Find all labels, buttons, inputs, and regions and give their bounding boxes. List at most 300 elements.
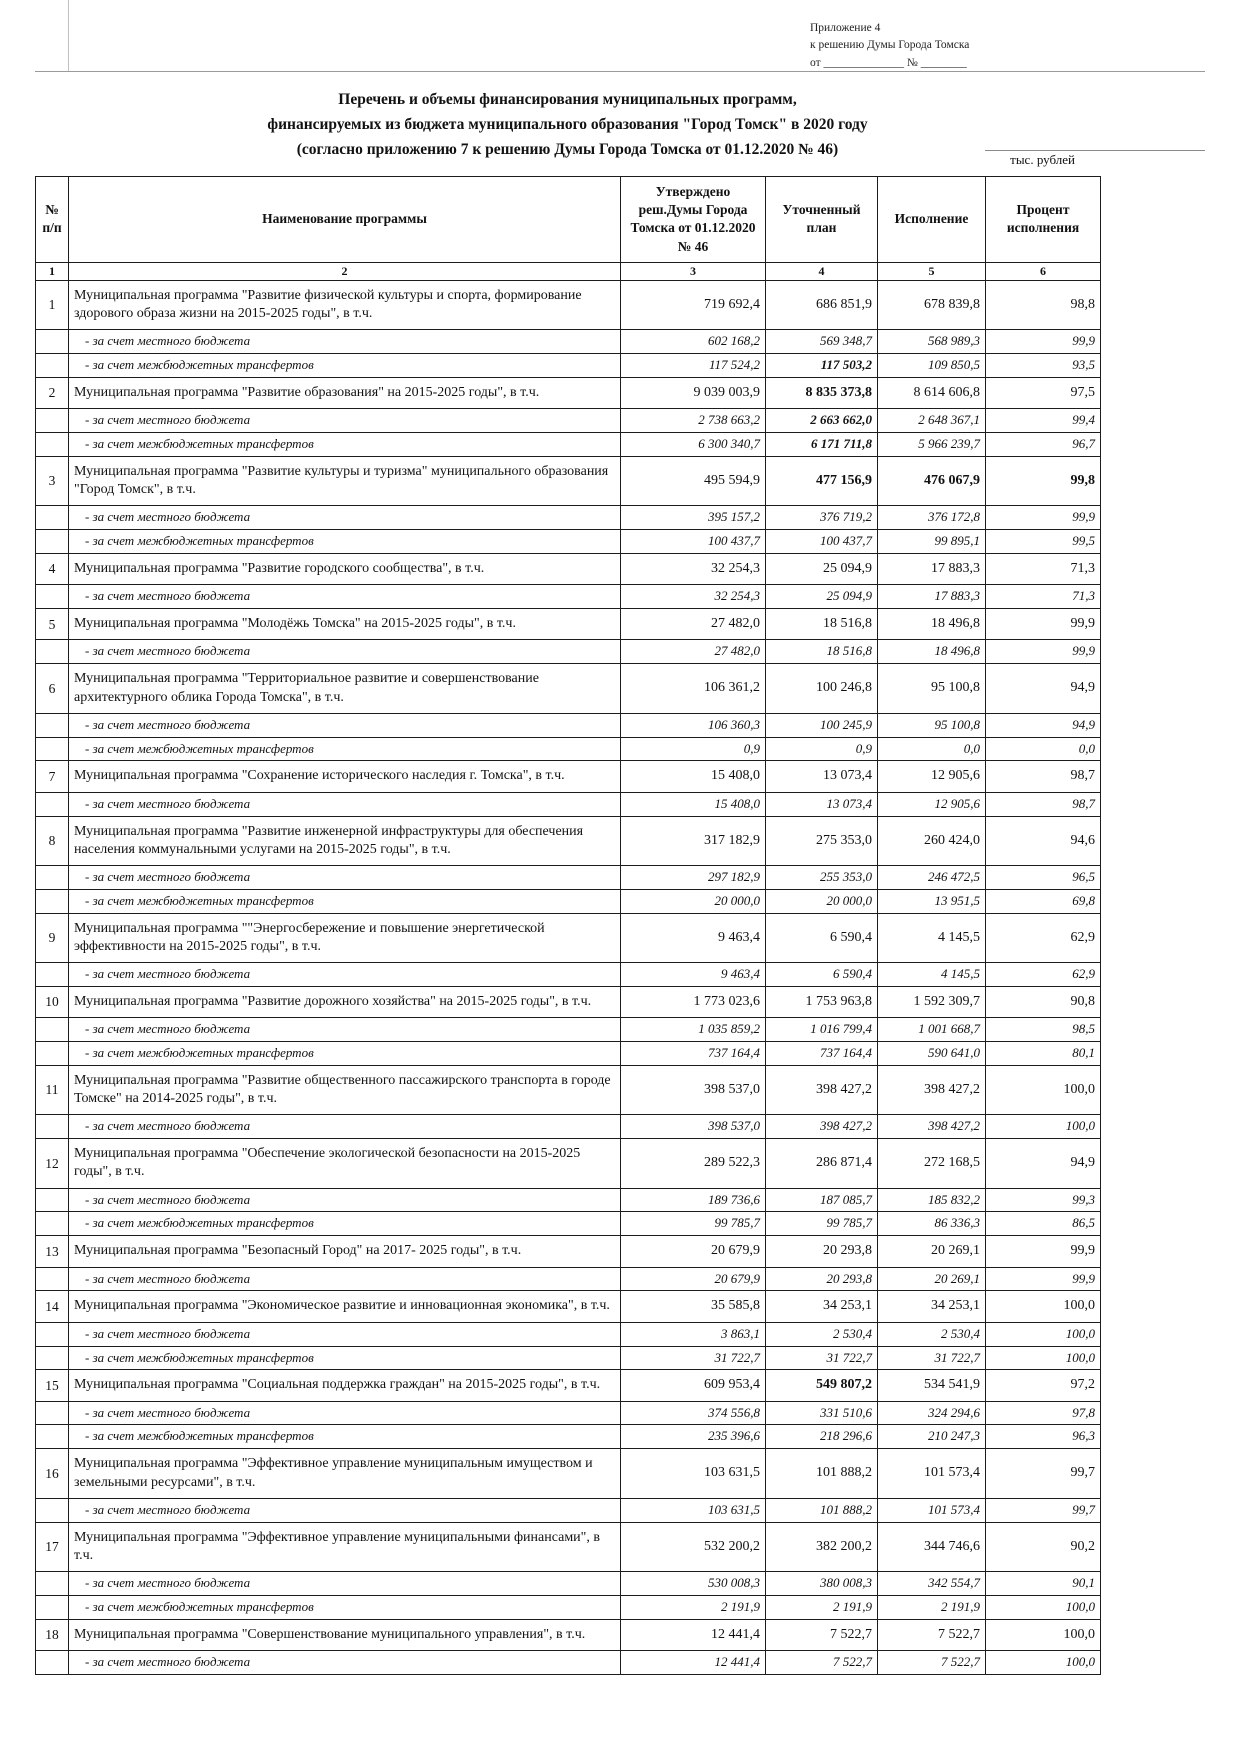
cell-name: Муниципальная программа "Эффективное управление муниципальными финансами", в т.ч.	[69, 1522, 621, 1571]
funding-source-row	[36, 1498, 1101, 1522]
program-row	[36, 609, 1101, 640]
cell-name: - за счет местного бюджета	[69, 1572, 621, 1596]
cell-approved: 99 785,7	[621, 1212, 766, 1236]
cell-executed: 2 191,9	[878, 1595, 986, 1619]
cell-percent: 96,7	[986, 433, 1101, 457]
funding-source-row	[36, 1322, 1101, 1346]
funding-source-row	[36, 1115, 1101, 1139]
header-approved: Утверждено реш.Думы Города Томска от 01.12.2020 № 46	[621, 177, 766, 263]
cell-name: Муниципальная программа "Совершенствование муниципального управления", в т.ч.	[69, 1619, 621, 1650]
cell-percent: 98,8	[986, 280, 1101, 329]
cell-percent: 100,0	[986, 1115, 1101, 1139]
program-row	[36, 1065, 1101, 1114]
cell-executed: 34 253,1	[878, 1291, 986, 1322]
cell-num	[36, 354, 69, 378]
funding-source-row	[36, 865, 1101, 889]
cell-executed: 86 336,3	[878, 1212, 986, 1236]
cell-approved: 235 396,6	[621, 1425, 766, 1449]
cell-executed: 4 145,5	[878, 913, 986, 962]
funding-source-row	[36, 1018, 1101, 1042]
funding-source-row	[36, 963, 1101, 987]
cell-approved: 602 168,2	[621, 330, 766, 354]
cell-name: Муниципальная программа "Экономическое развитие и инновационная экономика", в т.ч.	[69, 1291, 621, 1322]
cell-approved: 398 537,0	[621, 1115, 766, 1139]
funding-source-row	[36, 1425, 1101, 1449]
cell-num: 14	[36, 1291, 69, 1322]
cell-approved: 719 692,4	[621, 280, 766, 329]
cell-executed: 12 905,6	[878, 792, 986, 816]
cell-name: Муниципальная программа "Эффективное управление муниципальным имуществом и земельными ресурсами", в т.ч.	[69, 1449, 621, 1498]
cell-name: Муниципальная программа ""Энергосбережение и повышение энергетической эффективности на 2015-2025 годы", в т.ч.	[69, 913, 621, 962]
cell-approved: 35 585,8	[621, 1291, 766, 1322]
header-updated-plan: Уточненный план	[766, 177, 878, 263]
cell-approved: 9 039 003,9	[621, 378, 766, 409]
cell-percent: 100,0	[986, 1322, 1101, 1346]
cell-num: 10	[36, 986, 69, 1017]
funding-source-row	[36, 889, 1101, 913]
cell-percent: 99,9	[986, 609, 1101, 640]
cell-percent: 71,3	[986, 554, 1101, 585]
cell-percent: 86,5	[986, 1212, 1101, 1236]
cell-percent: 94,9	[986, 1139, 1101, 1188]
cell-approved: 0,9	[621, 737, 766, 761]
cell-approved: 9 463,4	[621, 963, 766, 987]
cell-plan: 686 851,9	[766, 280, 878, 329]
cell-executed: 17 883,3	[878, 554, 986, 585]
cell-approved: 532 200,2	[621, 1522, 766, 1571]
cell-plan: 1 753 963,8	[766, 986, 878, 1017]
cell-num	[36, 737, 69, 761]
program-row	[36, 1522, 1101, 1571]
funding-source-row	[36, 1212, 1101, 1236]
cell-executed: 18 496,8	[878, 640, 986, 664]
cell-num: 9	[36, 913, 69, 962]
cell-name: Муниципальная программа "Обеспечение экологической безопасности на 2015-2025 годы", в т.ч.	[69, 1139, 621, 1188]
cell-num	[36, 713, 69, 737]
cell-executed: 31 722,7	[878, 1346, 986, 1370]
cell-name: - за счет межбюджетных трансфертов	[69, 354, 621, 378]
cell-approved: 12 441,4	[621, 1619, 766, 1650]
colnum-4: 4	[766, 262, 878, 280]
cell-percent: 100,0	[986, 1346, 1101, 1370]
cell-num	[36, 330, 69, 354]
cell-name: - за счет местного бюджета	[69, 585, 621, 609]
cell-approved: 20 679,9	[621, 1267, 766, 1291]
cell-plan: 20 293,8	[766, 1267, 878, 1291]
cell-executed: 95 100,8	[878, 664, 986, 713]
cell-percent: 96,3	[986, 1425, 1101, 1449]
funding-source-row	[36, 737, 1101, 761]
cell-plan: 31 722,7	[766, 1346, 878, 1370]
cell-num: 4	[36, 554, 69, 585]
program-row	[36, 554, 1101, 585]
cell-approved: 106 361,2	[621, 664, 766, 713]
cell-plan: 6 590,4	[766, 963, 878, 987]
program-row	[36, 1449, 1101, 1498]
program-row	[36, 664, 1101, 713]
cell-num	[36, 1401, 69, 1425]
funding-source-row	[36, 585, 1101, 609]
cell-num	[36, 1346, 69, 1370]
units-label: тыс. рублей	[1010, 152, 1075, 167]
cell-num	[36, 1212, 69, 1236]
funding-source-row	[36, 530, 1101, 554]
program-row	[36, 913, 1101, 962]
header-execution: Исполнение	[878, 177, 986, 263]
cell-name: - за счет межбюджетных трансфертов	[69, 1595, 621, 1619]
cell-plan: 275 353,0	[766, 816, 878, 865]
cell-name: - за счет межбюджетных трансфертов	[69, 737, 621, 761]
frame-line-vertical	[68, 0, 69, 71]
title-line-1: Перечень и объемы финансирования муниципальных программ,	[338, 91, 797, 108]
cell-name: Муниципальная программа "Развитие городского сообщества", в т.ч.	[69, 554, 621, 585]
cell-name: Муниципальная программа "Развитие образования" на 2015-2025 годы", в т.ч.	[69, 378, 621, 409]
cell-plan: 20 000,0	[766, 889, 878, 913]
colnum-6: 6	[986, 262, 1101, 280]
cell-plan: 0,9	[766, 737, 878, 761]
cell-approved: 737 164,4	[621, 1042, 766, 1066]
funding-source-row	[36, 1042, 1101, 1066]
cell-name: - за счет местного бюджета	[69, 713, 621, 737]
cell-percent: 99,5	[986, 530, 1101, 554]
cell-percent: 71,3	[986, 585, 1101, 609]
cell-name: - за счет местного бюджета	[69, 1322, 621, 1346]
cell-num	[36, 792, 69, 816]
cell-num	[36, 433, 69, 457]
cell-plan: 25 094,9	[766, 554, 878, 585]
cell-executed: 101 573,4	[878, 1498, 986, 1522]
cell-name: Муниципальная программа "Безопасный Город" на 2017- 2025 годы", в т.ч.	[69, 1236, 621, 1267]
program-row	[36, 1236, 1101, 1267]
cell-name: - за счет местного бюджета	[69, 1650, 621, 1674]
cell-percent: 90,1	[986, 1572, 1101, 1596]
cell-percent: 100,0	[986, 1065, 1101, 1114]
cell-percent: 99,9	[986, 330, 1101, 354]
cell-percent: 99,9	[986, 640, 1101, 664]
cell-num	[36, 889, 69, 913]
cell-approved: 395 157,2	[621, 506, 766, 530]
cell-name: - за счет местного бюджета	[69, 506, 621, 530]
cell-num: 6	[36, 664, 69, 713]
cell-plan: 18 516,8	[766, 640, 878, 664]
cell-num: 1	[36, 280, 69, 329]
cell-plan: 100 246,8	[766, 664, 878, 713]
cell-approved: 6 300 340,7	[621, 433, 766, 457]
cell-percent: 100,0	[986, 1619, 1101, 1650]
cell-num: 11	[36, 1065, 69, 1114]
cell-plan: 18 516,8	[766, 609, 878, 640]
cell-name: Муниципальная программа "Территориальное развитие и совершенствование архитектурного облика Города Томска", в т.ч.	[69, 664, 621, 713]
cell-approved: 609 953,4	[621, 1370, 766, 1401]
cell-executed: 344 746,6	[878, 1522, 986, 1571]
funding-source-row	[36, 640, 1101, 664]
cell-executed: 12 905,6	[878, 761, 986, 792]
programs-financing-table	[35, 176, 1101, 1675]
program-row	[36, 761, 1101, 792]
title-line-3: (согласно приложению 7 к решению Думы Города Томска от 01.12.2020 № 46)	[296, 140, 839, 158]
cell-name: - за счет межбюджетных трансфертов	[69, 889, 621, 913]
cell-percent: 100,0	[986, 1595, 1101, 1619]
units-label-row	[35, 152, 1205, 172]
cell-num	[36, 1425, 69, 1449]
cell-num	[36, 1042, 69, 1066]
cell-plan: 101 888,2	[766, 1498, 878, 1522]
cell-approved: 2 738 663,2	[621, 409, 766, 433]
cell-percent: 97,5	[986, 378, 1101, 409]
cell-plan: 99 785,7	[766, 1212, 878, 1236]
cell-approved: 117 524,2	[621, 354, 766, 378]
cell-approved: 15 408,0	[621, 792, 766, 816]
cell-plan: 13 073,4	[766, 761, 878, 792]
cell-approved: 32 254,3	[621, 585, 766, 609]
program-row	[36, 378, 1101, 409]
colnum-3: 3	[621, 262, 766, 280]
funding-source-row	[36, 354, 1101, 378]
cell-num: 2	[36, 378, 69, 409]
cell-percent: 99,9	[986, 1236, 1101, 1267]
cell-approved: 31 722,7	[621, 1346, 766, 1370]
cell-plan: 187 085,7	[766, 1188, 878, 1212]
cell-name: Муниципальная программа "Развитие общественного пассажирского транспорта в городе Томске" на 2014-2025 годы", в т.ч.	[69, 1065, 621, 1114]
cell-plan: 7 522,7	[766, 1650, 878, 1674]
cell-executed: 8 614 606,8	[878, 378, 986, 409]
cell-executed: 398 427,2	[878, 1115, 986, 1139]
cell-name: - за счет местного бюджета	[69, 1018, 621, 1042]
cell-executed: 18 496,8	[878, 609, 986, 640]
cell-executed: 99 895,1	[878, 530, 986, 554]
funding-source-row	[36, 792, 1101, 816]
cell-num	[36, 865, 69, 889]
cell-plan: 737 164,4	[766, 1042, 878, 1066]
title-line-2: финансируемых из бюджета муниципального образования "Город Томск" в 2020 году	[267, 115, 868, 133]
cell-name: Муниципальная программа "Развитие физической культуры и спорта, формирование здорового образа жизни на 2015-2025 годы", в т.ч.	[69, 280, 621, 329]
appendix-line-3: от ______________ № ________	[810, 56, 967, 69]
cell-plan: 2 191,9	[766, 1595, 878, 1619]
cell-plan: 13 073,4	[766, 792, 878, 816]
cell-approved: 289 522,3	[621, 1139, 766, 1188]
cell-num	[36, 963, 69, 987]
funding-source-row	[36, 1595, 1101, 1619]
cell-plan: 100 437,7	[766, 530, 878, 554]
cell-plan: 218 296,6	[766, 1425, 878, 1449]
cell-executed: 13 951,5	[878, 889, 986, 913]
cell-name: Муниципальная программа "Молодёжь Томска" на 2015-2025 годы", в т.ч.	[69, 609, 621, 640]
funding-source-row	[36, 1572, 1101, 1596]
cell-plan: 2 663 662,0	[766, 409, 878, 433]
cell-approved: 106 360,3	[621, 713, 766, 737]
cell-approved: 15 408,0	[621, 761, 766, 792]
funding-source-row	[36, 506, 1101, 530]
header-program-name: Наименование программы	[69, 177, 621, 263]
cell-num	[36, 585, 69, 609]
cell-percent: 99,9	[986, 1267, 1101, 1291]
cell-num	[36, 1572, 69, 1596]
cell-percent: 99,7	[986, 1498, 1101, 1522]
colnum-2: 2	[69, 262, 621, 280]
cell-name: - за счет местного бюджета	[69, 792, 621, 816]
cell-percent: 69,8	[986, 889, 1101, 913]
cell-executed: 210 247,3	[878, 1425, 986, 1449]
cell-num: 18	[36, 1619, 69, 1650]
cell-executed: 324 294,6	[878, 1401, 986, 1425]
cell-approved: 12 441,4	[621, 1650, 766, 1674]
cell-approved: 297 182,9	[621, 865, 766, 889]
cell-name: - за счет местного бюджета	[69, 1188, 621, 1212]
cell-plan: 6 171 711,8	[766, 433, 878, 457]
cell-percent: 94,9	[986, 664, 1101, 713]
cell-plan: 255 353,0	[766, 865, 878, 889]
cell-plan: 380 008,3	[766, 1572, 878, 1596]
program-row	[36, 1619, 1101, 1650]
cell-name: Муниципальная программа "Развитие культуры и туризма" муниципального образования "Город Томск", в т.ч.	[69, 457, 621, 506]
cell-name: - за счет межбюджетных трансфертов	[69, 1346, 621, 1370]
cell-plan: 34 253,1	[766, 1291, 878, 1322]
cell-num: 3	[36, 457, 69, 506]
cell-percent: 99,8	[986, 457, 1101, 506]
cell-percent: 93,5	[986, 354, 1101, 378]
frame-line-horizontal	[35, 71, 1205, 72]
cell-percent: 98,5	[986, 1018, 1101, 1042]
cell-num: 12	[36, 1139, 69, 1188]
header-row-number: № п/п	[36, 177, 69, 263]
cell-percent: 99,4	[986, 409, 1101, 433]
cell-name: - за счет местного бюджета	[69, 963, 621, 987]
cell-plan: 117 503,2	[766, 354, 878, 378]
cell-approved: 27 482,0	[621, 609, 766, 640]
cell-plan: 6 590,4	[766, 913, 878, 962]
cell-percent: 99,7	[986, 1449, 1101, 1498]
cell-approved: 20 000,0	[621, 889, 766, 913]
cell-num: 17	[36, 1522, 69, 1571]
cell-name: - за счет местного бюджета	[69, 1115, 621, 1139]
cell-executed: 20 269,1	[878, 1267, 986, 1291]
appendix-line-2: к решению Думы Города Томска	[810, 39, 970, 52]
cell-plan: 569 348,7	[766, 330, 878, 354]
cell-approved: 317 182,9	[621, 816, 766, 865]
cell-name: Муниципальная программа "Социальная поддержка граждан" на 2015-2025 годы", в т.ч.	[69, 1370, 621, 1401]
cell-approved: 189 736,6	[621, 1188, 766, 1212]
cell-percent: 100,0	[986, 1291, 1101, 1322]
appendix-line-1: Приложение 4	[810, 22, 881, 34]
funding-source-row	[36, 713, 1101, 737]
program-row	[36, 1370, 1101, 1401]
cell-percent: 99,9	[986, 506, 1101, 530]
cell-name: Муниципальная программа "Развитие дорожного хозяйства" на 2015-2025 годы", в т.ч.	[69, 986, 621, 1017]
cell-percent: 62,9	[986, 963, 1101, 987]
cell-executed: 17 883,3	[878, 585, 986, 609]
cell-num: 5	[36, 609, 69, 640]
cell-plan: 331 510,6	[766, 1401, 878, 1425]
cell-percent: 100,0	[986, 1650, 1101, 1674]
cell-num: 13	[36, 1236, 69, 1267]
cell-name: - за счет местного бюджета	[69, 640, 621, 664]
cell-approved: 9 463,4	[621, 913, 766, 962]
funding-source-row	[36, 409, 1101, 433]
program-row	[36, 1139, 1101, 1188]
cell-name: Муниципальная программа "Развитие инженерной инфраструктуры для обеспечения населения коммунальными услугами на 2015-2025 годы", в т.ч.	[69, 816, 621, 865]
cell-executed: 5 966 239,7	[878, 433, 986, 457]
cell-num	[36, 1595, 69, 1619]
cell-executed: 590 641,0	[878, 1042, 986, 1066]
cell-num	[36, 1498, 69, 1522]
cell-num	[36, 1018, 69, 1042]
cell-executed: 260 424,0	[878, 816, 986, 865]
cell-name: - за счет межбюджетных трансфертов	[69, 1425, 621, 1449]
appendix-note	[810, 20, 969, 72]
cell-approved: 1 035 859,2	[621, 1018, 766, 1042]
cell-name: - за счет межбюджетных трансфертов	[69, 1212, 621, 1236]
cell-executed: 20 269,1	[878, 1236, 986, 1267]
cell-executed: 246 472,5	[878, 865, 986, 889]
cell-plan: 398 427,2	[766, 1065, 878, 1114]
cell-percent: 62,9	[986, 913, 1101, 962]
program-row	[36, 816, 1101, 865]
cell-name: - за счет местного бюджета	[69, 330, 621, 354]
cell-executed: 2 648 367,1	[878, 409, 986, 433]
cell-approved: 374 556,8	[621, 1401, 766, 1425]
cell-plan: 286 871,4	[766, 1139, 878, 1188]
cell-executed: 568 989,3	[878, 330, 986, 354]
cell-percent: 94,6	[986, 816, 1101, 865]
cell-plan: 101 888,2	[766, 1449, 878, 1498]
cell-name: - за счет межбюджетных трансфертов	[69, 1042, 621, 1066]
cell-name: - за счет местного бюджета	[69, 409, 621, 433]
cell-plan: 20 293,8	[766, 1236, 878, 1267]
cell-percent: 98,7	[986, 761, 1101, 792]
table-body	[36, 280, 1101, 1674]
cell-percent: 97,8	[986, 1401, 1101, 1425]
cell-percent: 90,8	[986, 986, 1101, 1017]
cell-executed: 376 172,8	[878, 506, 986, 530]
cell-executed: 4 145,5	[878, 963, 986, 987]
cell-plan: 398 427,2	[766, 1115, 878, 1139]
cell-approved: 3 863,1	[621, 1322, 766, 1346]
cell-executed: 1 001 668,7	[878, 1018, 986, 1042]
cell-num: 8	[36, 816, 69, 865]
divider-line	[985, 150, 1205, 151]
cell-percent: 97,2	[986, 1370, 1101, 1401]
cell-approved: 32 254,3	[621, 554, 766, 585]
cell-num: 15	[36, 1370, 69, 1401]
cell-approved: 2 191,9	[621, 1595, 766, 1619]
funding-source-row	[36, 330, 1101, 354]
cell-name: Муниципальная программа "Сохранение исторического наследия г. Томска", в т.ч.	[69, 761, 621, 792]
header-row	[36, 177, 1101, 263]
cell-num	[36, 1188, 69, 1212]
cell-num: 7	[36, 761, 69, 792]
cell-name: - за счет межбюджетных трансфертов	[69, 530, 621, 554]
cell-executed: 101 573,4	[878, 1449, 986, 1498]
program-row	[36, 1291, 1101, 1322]
cell-plan: 376 719,2	[766, 506, 878, 530]
cell-executed: 95 100,8	[878, 713, 986, 737]
cell-num: 16	[36, 1449, 69, 1498]
cell-num	[36, 409, 69, 433]
cell-num	[36, 640, 69, 664]
cell-plan: 1 016 799,4	[766, 1018, 878, 1042]
funding-source-row	[36, 1346, 1101, 1370]
cell-approved: 20 679,9	[621, 1236, 766, 1267]
cell-name: - за счет местного бюджета	[69, 1498, 621, 1522]
cell-plan: 25 094,9	[766, 585, 878, 609]
program-row	[36, 457, 1101, 506]
cell-name: - за счет местного бюджета	[69, 1267, 621, 1291]
column-number-row	[36, 262, 1101, 280]
cell-approved: 27 482,0	[621, 640, 766, 664]
funding-source-row	[36, 1650, 1101, 1674]
cell-percent: 98,7	[986, 792, 1101, 816]
cell-plan: 477 156,9	[766, 457, 878, 506]
